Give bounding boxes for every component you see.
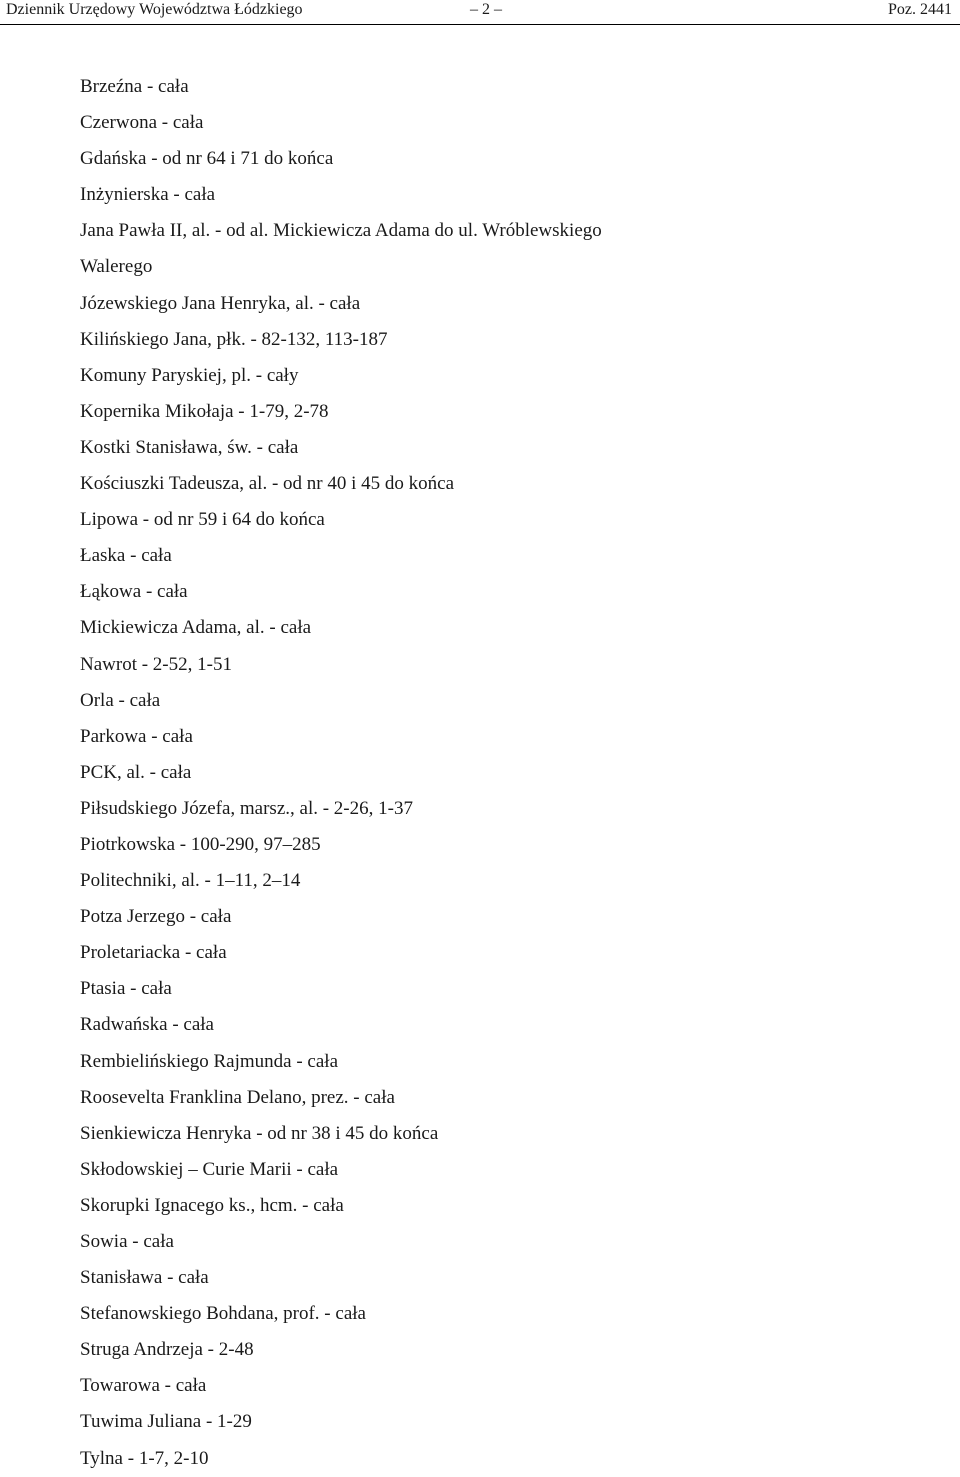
list-item: Piłsudskiego Józefa, marsz., al. - 2-26, 1-37 — [80, 797, 413, 819]
list-item: Lipowa - od nr 59 i 64 do końca — [80, 509, 325, 531]
page-header — [0, 0, 960, 25]
list-item: Mickiewicza Adama, al. - cała — [80, 617, 312, 639]
page-number: – 2 – — [470, 1, 502, 18]
list-item: Kopernika Mikołaja - 1-79, 2-78 — [80, 400, 329, 422]
list-item: PCK, al. - cała — [80, 761, 192, 783]
list-item: Politechniki, al. - 1–11, 2–14 — [80, 870, 301, 892]
list-item: Komuny Paryskiej, pl. - cały — [80, 364, 299, 386]
list-item: Józewskiego Jana Henryka, al. - cała — [80, 292, 361, 314]
list-item: Gdańska - od nr 64 i 71 do końca — [80, 148, 334, 170]
list-item: Kościuszki Tadeusza, al. - od nr 40 i 45 do końca — [80, 473, 455, 495]
list-item: Brzeźna - cała — [80, 76, 189, 97]
street-list — [80, 69, 602, 1477]
list-item: Skorupki Ignacego ks., hcm. - cała — [80, 1194, 344, 1216]
list-item: Potza Jerzego - cała — [80, 906, 232, 928]
list-item: Ptasia - cała — [80, 978, 172, 1000]
list-item: Roosevelta Franklina Delano, prez. - cała — [80, 1086, 395, 1108]
journal-title: Dziennik Urzędowy Województwa Łódzkiego — [6, 1, 303, 18]
list-item: Radwańska - cała — [80, 1014, 214, 1036]
list-item: Skłodowskiej – Curie Marii - cała — [80, 1158, 339, 1180]
list-item: Łaska - cała — [80, 545, 172, 567]
list-item: Orla - cała — [80, 689, 161, 711]
list-item: Walerego — [80, 256, 153, 278]
list-item: Piotrkowska - 100-290, 97–285 — [80, 833, 321, 855]
list-item: Jana Pawła II, al. - od al. Mickiewicza Adama do ul. Wróblewskiego — [80, 220, 602, 242]
list-item: Stefanowskiego Bohdana, prof. - cała — [80, 1303, 366, 1325]
list-item: Proletariacka - cała — [80, 942, 227, 964]
list-item: Sowia - cała — [80, 1231, 174, 1252]
position-number: Poz. 2441 — [888, 1, 952, 18]
list-item: Kostki Stanisława, św. - cała — [80, 436, 299, 458]
list-item: Nawrot - 2-52, 1-51 — [80, 653, 232, 675]
list-item: Towarowa - cała — [80, 1375, 207, 1397]
list-item: Inżynierska - cała — [80, 184, 216, 206]
list-item: Rembielińskiego Rajmunda - cała — [80, 1050, 339, 1072]
list-item: Struga Andrzeja - 2-48 — [80, 1339, 254, 1361]
list-item: Stanisława - cała — [80, 1267, 209, 1289]
list-item: Łąkowa - cała — [80, 581, 188, 603]
list-item: Kilińskiego Jana, płk. - 82-132, 113-187 — [80, 328, 388, 350]
list-item: Sienkiewicza Henryka - od nr 38 i 45 do końca — [80, 1122, 439, 1144]
list-item: Tylna - 1-7, 2-10 — [80, 1447, 209, 1469]
list-item: Tuwima Juliana - 1-29 — [80, 1411, 252, 1433]
list-item: Czerwona - cała — [80, 112, 204, 134]
list-item: Parkowa - cała — [80, 725, 193, 747]
